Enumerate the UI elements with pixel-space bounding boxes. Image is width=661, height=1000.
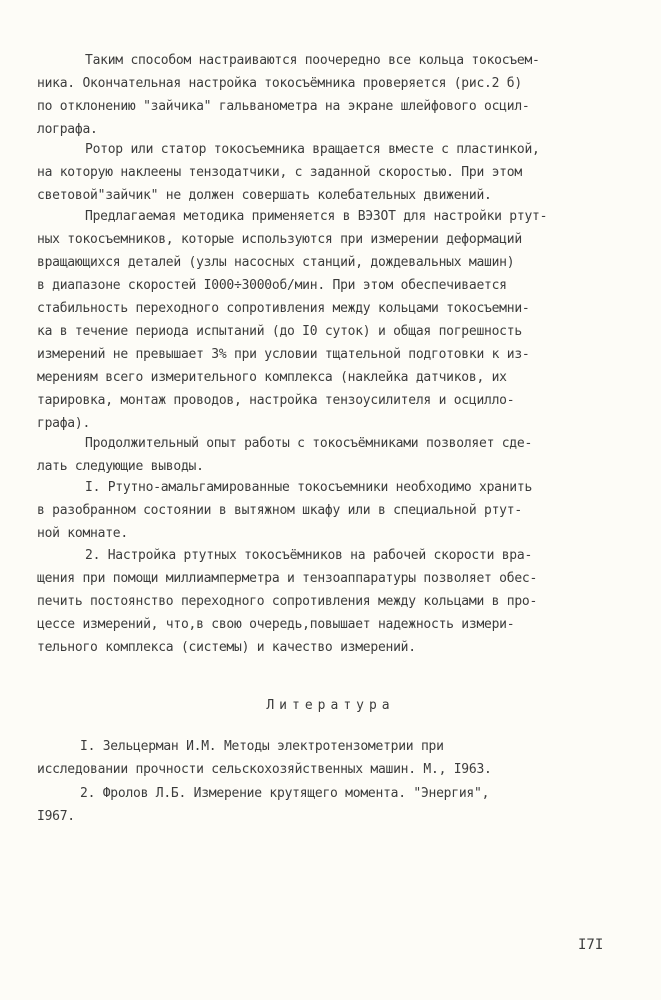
text-line: мерениям всего измерительного комплекса (наклейка датчиков, их xyxy=(37,370,507,385)
text-line: щения при помощи миллиамперметра и тензоаппаратуры позволяет обес- xyxy=(37,571,538,586)
text-line: тельного комплекса (системы) и качество измерений. xyxy=(37,640,416,655)
page-number: I7I xyxy=(578,937,604,953)
text-line: в разобранном состоянии в вытяжном шкафу или в специальной ртут- xyxy=(37,503,522,518)
text-line: стабильность переходного сопротивления между кольцами токосъемни- xyxy=(37,301,530,316)
text-line: лографа. xyxy=(37,122,98,137)
text-line: графа). xyxy=(37,416,91,431)
text-line: в диапазоне скоростей I000÷3000об/мин. При этом обеспечивается xyxy=(37,278,507,293)
text-line: 2. Фролов Л.Б. Измерение крутящего момента. "Энергия", xyxy=(80,786,490,801)
text-line: Продолжительный опыт работы с токосъёмниками позволяет сде- xyxy=(85,436,533,451)
text-line: ных токосъемников, которые используются при измерении деформаций xyxy=(37,232,522,247)
text-line: I. Ртутно-амальгамированные токосъемники необходимо хранить xyxy=(85,480,533,495)
text-line: Таким способом настраиваются поочередно все кольца токосъем- xyxy=(85,53,540,68)
text-line: ной комнате. xyxy=(37,526,128,541)
text-line: световой"зайчик" не должен совершать колебательных движений. xyxy=(37,188,492,203)
text-line: цессе измерений, что,в свою очередь,повышает надежность измери- xyxy=(37,617,515,632)
text-line: вращающихся деталей (узлы насосных станций, дождевальных машин) xyxy=(37,255,515,270)
text-line: на которую наклеены тензодатчики, с заданной скоростью. При этом xyxy=(37,165,522,180)
text-line: по отклонению "зайчика" гальванометра на экране шлейфового осцил- xyxy=(37,99,530,114)
text-line: I. Зельцерман И.М. Методы электротензометрии при xyxy=(80,739,444,754)
text-line: ка в течение периода испытаний (до I0 суток) и общая погрешность xyxy=(37,324,522,339)
text-line: 2. Настройка ртутных токосъёмников на рабочей скорости вра- xyxy=(85,548,533,563)
text-line: ника. Окончательная настройка токосъёмника проверяется (рис.2 б) xyxy=(37,76,522,91)
text-line: лать следующие выводы. xyxy=(37,459,204,474)
text-line: исследовании прочности сельскохозяйственных машин. М., I963. xyxy=(37,762,492,777)
references-heading: Литература xyxy=(266,698,395,713)
text-line: измерений не превышает 3% при условии тщательной подготовки к из- xyxy=(37,347,530,362)
text-line: тарировка, монтаж проводов, настройка тензоусилителя и осцилло- xyxy=(37,393,515,408)
text-line: печить постоянство переходного сопротивления между кольцами в про- xyxy=(37,594,538,609)
text-line: Предлагаемая методика применяется в ВЭЗОТ для настройки ртут- xyxy=(85,209,548,224)
text-line: Ротор или статор токосъемника вращается вместе с пластинкой, xyxy=(85,142,540,157)
text-line: I967. xyxy=(37,809,75,824)
